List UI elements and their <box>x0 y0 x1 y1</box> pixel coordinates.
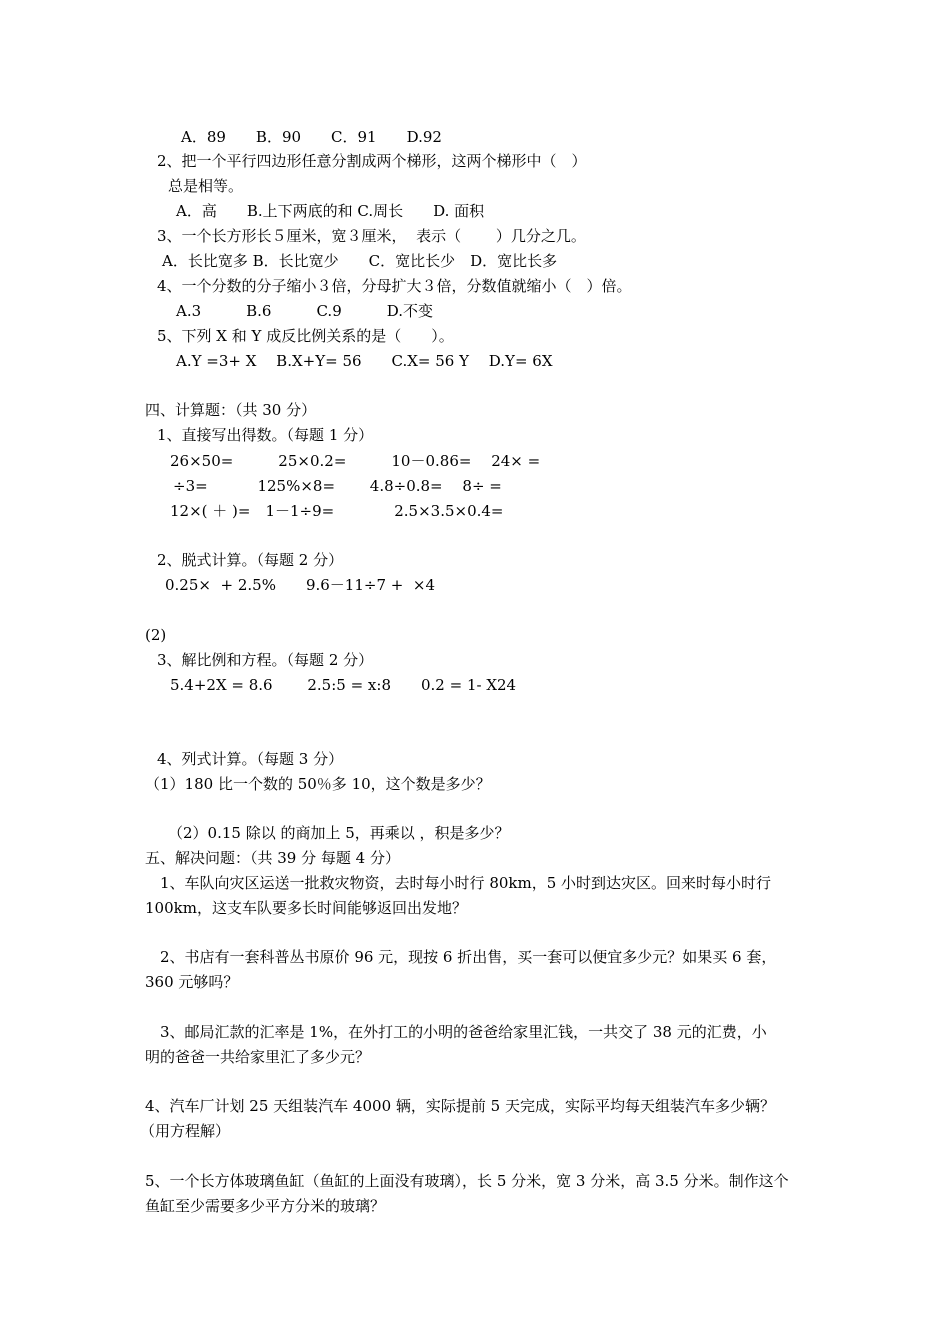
problem-2-line-1: 2、书店有一套科普丛书原价 96 元，现按 6 折出售，买一套可以便宜多少元？如果买 6 套， <box>160 948 777 966</box>
equations-row: 5.4+2X = 8.6 2.5:5 = x:8 0.2 = 1- X24 <box>170 676 517 694</box>
q4-part-2: （2）0.15 除以 的商加上 5，再乘以 ，积是多少？ <box>168 824 510 842</box>
section-4-q1: 1、直接写出得数。（每题 1 分） <box>157 426 374 444</box>
q5-text: 5、下列 X 和 Y 成反比例关系的是（ ）。 <box>157 327 454 345</box>
calc-row-1: 26×50= 25×0.2= 10－0.86= 24× = <box>170 452 541 470</box>
problem-3-line-2: 明的爸爸一共给家里汇了多少元？ <box>145 1048 371 1066</box>
problem-3-line-1: 3、邮局汇款的汇率是 1%，在外打工的小明的爸爸给家里汇钱，一共交了 38 元的汇费，小 <box>160 1023 767 1041</box>
section-4-q2: 2、脱式计算。（每题 2 分） <box>157 551 344 569</box>
label-2: (2) <box>145 626 167 644</box>
section-4-title: 四、计算题：（共 30 分） <box>145 401 317 419</box>
calc-row-2: ÷3= 125%×8= 4.8÷0.8= 8÷ = <box>173 477 502 495</box>
q3-options: A．长比宽多 B．长比宽少 C．宽比长少 D．宽比长多 <box>162 252 558 270</box>
calc-row-3: 12×( ＋ )= 1－1÷9= 2.5×3.5×0.4= <box>170 502 504 520</box>
q2-options: A．高 B.上下两底的和 C.周长 D. 面积 <box>176 202 485 220</box>
q4-options: A.3 B.6 C.9 D.不变 <box>176 302 433 320</box>
problem-2-line-2: 360 元够吗？ <box>145 973 239 991</box>
q4-text: 4、一个分数的分子缩小３倍，分母扩大３倍，分数值就缩小（ ）倍。 <box>157 277 632 295</box>
problem-4-line-1: 4、汽车厂计划 25 天组装汽车 4000 辆，实际提前 5 天完成，实际平均每天组装汽车多少辆？ <box>145 1097 775 1115</box>
q2-text-continued: 总是相等。 <box>168 177 244 195</box>
section-5-title: 五、解决问题：（共 39 分 每题 4 分） <box>145 849 400 867</box>
problem-1-line-2: 100km，这支车队要多长时间能够返回出发地？ <box>145 899 467 917</box>
q3-text: 3、一个长方形长５厘米，宽３厘米， 表示（ ）几分之几。 <box>157 227 586 245</box>
q4-part-1: （1）180 比一个数的 50％多 10，这个数是多少？ <box>145 775 491 793</box>
problem-5-line-2: 鱼缸至少需要多少平方分米的玻璃？ <box>145 1197 386 1215</box>
problem-5-line-1: 5、一个长方体玻璃鱼缸（鱼缸的上面没有玻璃），长 5 分米，宽 3 分米，高 3.5 分米。制作这个 <box>145 1172 789 1190</box>
problem-4-line-2: （用方程解） <box>140 1122 231 1140</box>
section-4-q3: 3、解比例和方程。（每题 2 分） <box>157 651 374 669</box>
q5-options: A.Y =3+ X B.X+Y= 56 C.X= 56 Y D.Y= 6X <box>176 352 553 370</box>
problem-1-line-1: 1、车队向灾区运送一批救灾物资，去时每小时行 80km，5 小时到达灾区。回来时每小时行 <box>160 874 772 892</box>
q2-text: 2、把一个平行四边形任意分割成两个梯形，这两个梯形中（ ） <box>157 152 587 170</box>
expression-row: 0.25× + 2.5% 9.6－11÷7 + ×4 <box>165 576 435 594</box>
q1-options: A．89 B．90 C．91 D.92 <box>181 128 442 146</box>
section-4-q4: 4、列式计算。（每题 3 分） <box>157 750 344 768</box>
